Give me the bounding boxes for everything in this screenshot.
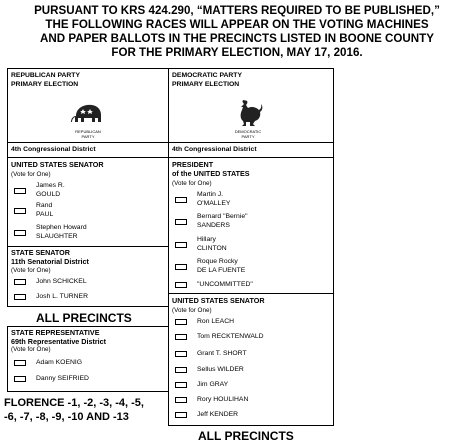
democratic-district: 4th Congressional District (172, 146, 257, 153)
vote-for-one: (Vote for One) (172, 180, 212, 187)
ballot-checkbox[interactable] (175, 264, 187, 270)
ballot-option[interactable] (175, 258, 245, 275)
ballot-checkbox[interactable] (14, 360, 26, 366)
race-title: PRESIDENT (172, 160, 214, 169)
ballot-checkbox[interactable] (175, 282, 187, 288)
ballot-option[interactable] (175, 191, 230, 208)
democratic-logo-caption (228, 129, 268, 139)
candidate-name: "UNCOMMITTED" (197, 281, 253, 288)
ballot-checkbox[interactable] (175, 334, 187, 340)
candidate-first: Bernard "Bernie" (197, 213, 248, 220)
ballot-checkbox[interactable] (175, 242, 187, 248)
ballot-checkbox[interactable] (14, 279, 26, 285)
divider (7, 142, 169, 143)
candidate-name (197, 236, 227, 253)
republican-district: 4th Congressional District (11, 146, 96, 153)
precinct-line: FLORENCE -1, -2, -3, -4, -5, (4, 397, 144, 409)
logo-text: DEMOCRATIC (234, 129, 262, 134)
vote-for-one: (Vote for One) (11, 171, 51, 178)
candidate-name (36, 182, 65, 199)
candidate-name (197, 191, 230, 208)
race-title: STATE SENATOR (11, 248, 70, 257)
ballot-option[interactable] (14, 182, 65, 199)
election-name: PRIMARY ELECTION (11, 80, 79, 88)
ballot-option[interactable] (175, 366, 244, 375)
logo-text: PARTY (81, 134, 95, 139)
candidate-first: Stephen Howard (36, 224, 87, 231)
race-district: 69th Representative District (11, 336, 107, 346)
ballot-option[interactable] (14, 224, 87, 241)
candidate-name: Ron LEACH (197, 318, 235, 325)
all-precincts-label: ALL PRECINCTS (36, 311, 132, 325)
ballot-checkbox[interactable] (175, 397, 187, 403)
ballot-checkbox[interactable] (175, 319, 187, 325)
race-title: STATE REPRESENTATIVE (11, 328, 100, 337)
ballot-checkbox[interactable] (14, 376, 26, 382)
ballot-option[interactable] (175, 318, 234, 327)
ballot-checkbox[interactable] (175, 412, 187, 418)
party-name: DEMOCRATIC PARTY (172, 72, 242, 79)
candidate-name: Jim GRAY (197, 381, 229, 388)
candidate-first: Hillary (197, 236, 216, 243)
democratic-party-title (172, 72, 242, 89)
candidate-name: Sellus WILDER (197, 366, 244, 373)
election-name: PRIMARY ELECTION (172, 80, 240, 88)
divider (168, 142, 334, 143)
ballot-option[interactable] (175, 333, 264, 342)
state-senator-title (11, 249, 89, 266)
race-district: 11th Senatorial District (11, 256, 89, 266)
candidate-name (197, 213, 248, 230)
candidate-first: James R. (36, 182, 65, 189)
ballot-checkbox[interactable] (14, 188, 26, 194)
candidate-name: Tom RECKTENWALD (197, 333, 264, 340)
heading-line: THE FOLLOWING RACES WILL APPEAR ON THE VOTING MACHINES (45, 18, 429, 31)
logo-text: REPUBLICAN (75, 129, 101, 134)
ballot-option[interactable] (175, 411, 238, 420)
heading-line: PURSUANT TO KRS 424.290, “MATTERS REQUIRED TO BE PUBLISHED,” (34, 4, 440, 17)
logo-text: PARTY (241, 134, 255, 139)
heading-line: AND PAPER BALLOTS IN THE PRECINCTS LISTED IN BOONE COUNTY (40, 32, 434, 45)
ballot-checkbox[interactable] (175, 367, 187, 373)
ballot-option[interactable] (175, 281, 253, 290)
vote-for-one: (Vote for One) (11, 346, 51, 353)
ballot-option[interactable] (14, 202, 53, 219)
ballot-checkbox[interactable] (175, 219, 187, 225)
candidate-last: SANDERS (197, 221, 230, 229)
candidate-name: John SCHICKEL (36, 278, 87, 285)
ballot-option[interactable] (175, 381, 228, 390)
vote-for-one: (Vote for One) (172, 307, 212, 314)
race-subtitle: of the UNITED STATES (172, 168, 250, 178)
candidate-last: PAUL (36, 210, 54, 218)
ballot-checkbox[interactable] (14, 208, 26, 214)
candidate-name: Danny SEIFRIED (36, 375, 89, 382)
florence-precincts (4, 396, 169, 424)
ballot-checkbox[interactable] (175, 351, 187, 357)
republican-party-title (11, 72, 80, 89)
candidate-last: DE LA FUENTE (197, 266, 246, 274)
ballot-checkbox[interactable] (175, 382, 187, 388)
democratic-senator-title: UNITED STATES SENATOR (172, 296, 265, 305)
precinct-line: -6, -7, -8, -9, -10 AND -13 (4, 411, 129, 423)
candidate-first: Roque Rocky (197, 258, 238, 265)
candidate-name: Adam KOENIG (36, 359, 83, 366)
state-rep-title (11, 329, 106, 346)
ballot-option[interactable] (14, 375, 89, 384)
party-name: REPUBLICAN PARTY (11, 72, 80, 79)
ballot-option[interactable] (14, 359, 82, 368)
ballot-option[interactable] (175, 236, 227, 253)
candidate-name: Grant T. SHORT (197, 350, 247, 357)
ballot-option[interactable] (14, 278, 87, 287)
ballot-option[interactable] (14, 293, 88, 302)
ballot-option[interactable] (175, 396, 248, 405)
candidate-name (36, 202, 53, 219)
candidate-last: SLAUGHTER (36, 232, 78, 240)
candidate-name: Rory HOULIHAN (197, 396, 249, 403)
republican-logo-caption (68, 129, 108, 139)
notice-heading (0, 4, 474, 60)
candidate-last: CLINTON (197, 244, 227, 252)
candidate-last: GOULD (36, 190, 61, 198)
candidate-last: O'MALLEY (197, 199, 231, 207)
ballot-checkbox[interactable] (14, 230, 26, 236)
candidate-first: Rand (36, 202, 53, 209)
ballot-option[interactable] (175, 213, 248, 230)
republican-senator-title: UNITED STATES SENATOR (11, 160, 104, 169)
ballot-checkbox[interactable] (14, 294, 26, 300)
ballot-option[interactable] (175, 350, 247, 359)
vote-for-one: (Vote for One) (11, 267, 51, 274)
ballot-checkbox[interactable] (175, 197, 187, 203)
candidate-name (36, 224, 87, 241)
president-title (172, 161, 250, 178)
candidate-name: Josh L. TURNER (36, 293, 88, 300)
candidate-first: Martin J. (197, 191, 224, 198)
heading-line: FOR THE PRIMARY ELECTION, MAY 17, 2016. (111, 46, 363, 59)
all-precincts-label: ALL PRECINCTS (198, 429, 294, 443)
candidate-name (197, 258, 245, 275)
candidate-name: Jeff KENDER (197, 411, 239, 418)
